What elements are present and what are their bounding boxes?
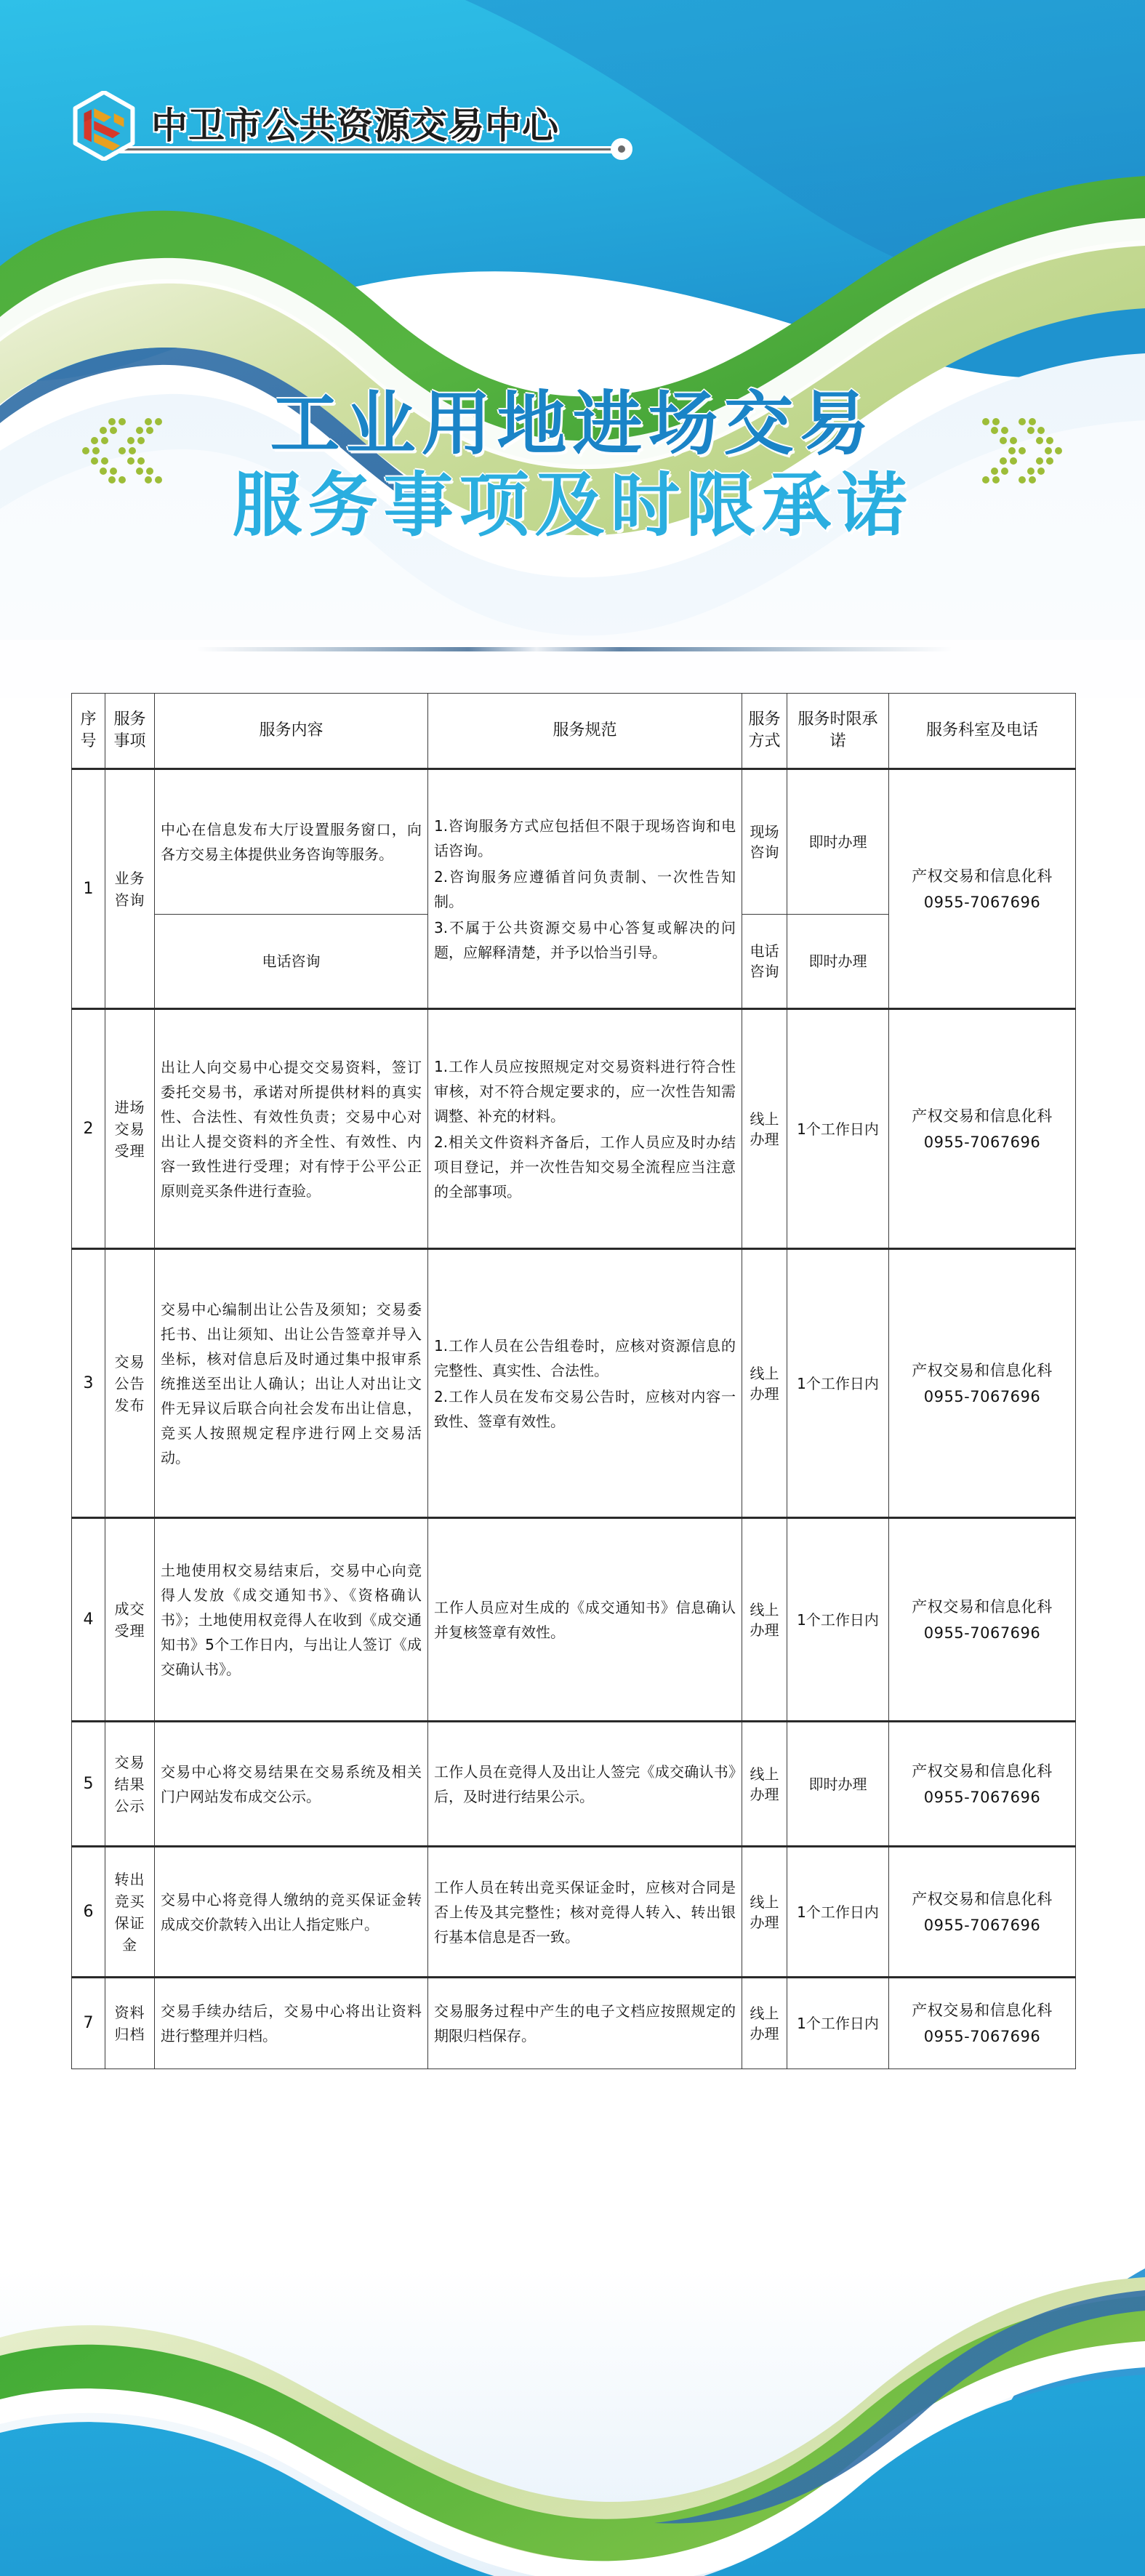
cell-item: 交易公告发布 [105,1249,155,1518]
cell-item: 交易结果公示 [105,1722,155,1847]
col-header-mode: 服务方式 [742,694,787,769]
col-header-norm: 服务规范 [428,694,742,769]
service-table-wrapper [71,693,1075,2069]
dotted-chevron-left-icon [79,416,172,486]
cell-norm [428,1722,742,1847]
dept-phone: 0955-7067696 [923,1133,1041,1151]
norm-line: 3.不属于公共资源交易中心答复或解决的问题，应解释清楚，并予以恰当引导。 [434,918,736,961]
norm-line: 交易服务过程中产生的电子文档应按照规定的期限归档保存。 [434,2002,736,2045]
dept-name: 产权交易和信息化科 [912,1762,1053,1780]
cell-mode: 线上办理 [742,1249,787,1518]
norm-line: 工作人员在转出竞买保证金时，应核对合同是否上传及其完整性；核对竞得人转入、转出银行基本信息是否一致。 [434,1878,736,1946]
cell-dept [889,1978,1076,2069]
cell-content: 交易中心编制出让公告及须知；交易委托书、出让须知、出让公告签章并导入坐标，核对信息后及时通过集中报审系统推送至出让人确认；出让人对出让文件无异议后联合向社会发布出让信息，竞买人按照规定程序进行网上交易活动。 [155,1249,428,1518]
norm-line: 2.相关文件资料齐备后，工作人员应及时办结项目登记，并一次性告知交易全流程应当注意的全部事项。 [434,1133,736,1200]
table-header-row [72,694,1076,769]
cell-no: 7 [72,1978,105,2069]
table-row [72,1978,1076,2069]
table-row [72,1518,1076,1722]
cell-item: 进场交易受理 [105,1009,155,1249]
cell-no: 5 [72,1722,105,1847]
brand-header [73,91,559,161]
cell-dept [889,769,1076,1009]
cell-time-a: 即时办理 [787,769,889,915]
cell-norm [428,1249,742,1518]
cell-content-a: 中心在信息发布大厅设置服务窗口，向各方交易主体提供业务咨询等服务。 [155,769,428,915]
cell-dept [889,1847,1076,1978]
cell-no: 4 [72,1518,105,1722]
norm-line: 1.工作人员在公告组卷时，应核对资源信息的完整性、真实性、合法性。 [434,1336,736,1379]
cell-time: 1个工作日内 [787,1978,889,2069]
cell-norm [428,1847,742,1978]
cell-time: 1个工作日内 [787,1518,889,1722]
table-row [72,1722,1076,1847]
dotted-chevron-right-icon [973,416,1066,486]
cell-time: 1个工作日内 [787,1847,889,1978]
cell-content: 出让人向交易中心提交交易资料，签订委托交易书，承诺对所提供材料的真实性、合法性、有效性负责；交易中心对出让人提交资料的齐全性、有效性、内容一致性进行受理；对有悖于公平公正原则竞买条件进行查验。 [155,1009,428,1249]
cell-no: 3 [72,1249,105,1518]
cell-mode: 线上办理 [742,1847,787,1978]
dept-name: 产权交易和信息化科 [912,1361,1053,1379]
cell-content: 交易手续办结后，交易中心将出让资料进行整理并归档。 [155,1978,428,2069]
col-header-time: 服务时限承诺 [787,694,889,769]
cell-no: 6 [72,1847,105,1978]
dept-name: 产权交易和信息化科 [912,867,1053,885]
cell-dept [889,1249,1076,1518]
cell-item: 资料归档 [105,1978,155,2069]
service-table [71,693,1076,2069]
cell-content: 交易中心将交易结果在交易系统及相关门户网站发布成交公示。 [155,1722,428,1847]
norm-line: 工作人员在竞得人及出让人签完《成交确认书》后，及时进行结果公示。 [434,1762,736,1805]
cell-dept [889,1009,1076,1249]
cell-mode-a: 现场咨询 [742,769,787,915]
dept-name: 产权交易和信息化科 [912,1107,1053,1125]
poster-title-line1: 工业用地进场交易 [270,383,875,465]
table-row [72,769,1076,915]
dept-name: 产权交易和信息化科 [912,2002,1053,2019]
cell-dept [889,1722,1076,1847]
cell-mode: 线上办理 [742,1518,787,1722]
hexagon-logo-icon [73,91,135,161]
cell-mode: 线上办理 [742,1009,787,1249]
cell-mode-b: 电话咨询 [742,915,787,1009]
col-header-no: 序号 [72,694,105,769]
brand-underline-dot [611,138,632,160]
poster-title-line2: 服务事项及时限承诺 [232,465,913,546]
table-row [72,1249,1076,1518]
table-row [72,1009,1076,1249]
dept-phone: 0955-7067696 [923,1916,1041,1934]
dept-phone: 0955-7067696 [923,1387,1041,1405]
title-divider [196,647,952,651]
col-header-dept: 服务科室及电话 [889,694,1076,769]
dept-phone: 0955-7067696 [923,1624,1041,1642]
dept-phone: 0955-7067696 [923,2028,1041,2045]
norm-line: 2.工作人员在发布交易公告时，应核对内容一致性、签章有效性。 [434,1387,736,1430]
cell-no: 1 [72,769,105,1009]
norm-line: 1.工作人员应按照规定对交易资料进行符合性审核，对不符合规定要求的，应一次性告知需调整、补充的材料。 [434,1057,736,1125]
cell-item: 成交受理 [105,1518,155,1722]
norm-line: 2.咨询服务应遵循首问负责制、一次性告知制。 [434,867,736,910]
table-row [72,1847,1076,1978]
dept-name: 产权交易和信息化科 [912,1597,1053,1616]
norm-line: 工作人员应对生成的《成交通知书》信息确认并复核签章有效性。 [434,1598,736,1641]
cell-item: 转出竞买保证金 [105,1847,155,1978]
cell-mode: 线上办理 [742,1722,787,1847]
col-header-content: 服务内容 [155,694,428,769]
dept-name: 产权交易和信息化科 [912,1890,1053,1908]
cell-norm [428,1978,742,2069]
cell-norm [428,1518,742,1722]
cell-norm [428,1009,742,1249]
cell-dept [889,1518,1076,1722]
cell-content: 交易中心将竞得人缴纳的竞买保证金转成成交价款转入出让人指定账户。 [155,1847,428,1978]
cell-time: 1个工作日内 [787,1009,889,1249]
cell-mode: 线上办理 [742,1978,787,2069]
cell-norm [428,769,742,1009]
cell-time: 1个工作日内 [787,1249,889,1518]
cell-time-b: 即时办理 [787,915,889,1009]
cell-no: 2 [72,1009,105,1249]
dept-phone: 0955-7067696 [923,1788,1041,1806]
dept-phone: 0955-7067696 [923,893,1041,911]
cell-content: 土地使用权交易结束后，交易中心向竞得人发放《成交通知书》、《资格确认书》；土地使用权竞得人在收到《成交通知书》5个工作日内，与出让人签订《成交确认书》。 [155,1518,428,1722]
norm-line: 1.咨询服务方式应包括但不限于现场咨询和电话咨询。 [434,816,736,859]
cell-item: 业务咨询 [105,769,155,1009]
brand-name: 中卫市公共资源交易中心 [151,105,559,147]
cell-time: 即时办理 [787,1722,889,1847]
col-header-item: 服务事项 [105,694,155,769]
cell-content-b: 电话咨询 [155,915,428,1009]
